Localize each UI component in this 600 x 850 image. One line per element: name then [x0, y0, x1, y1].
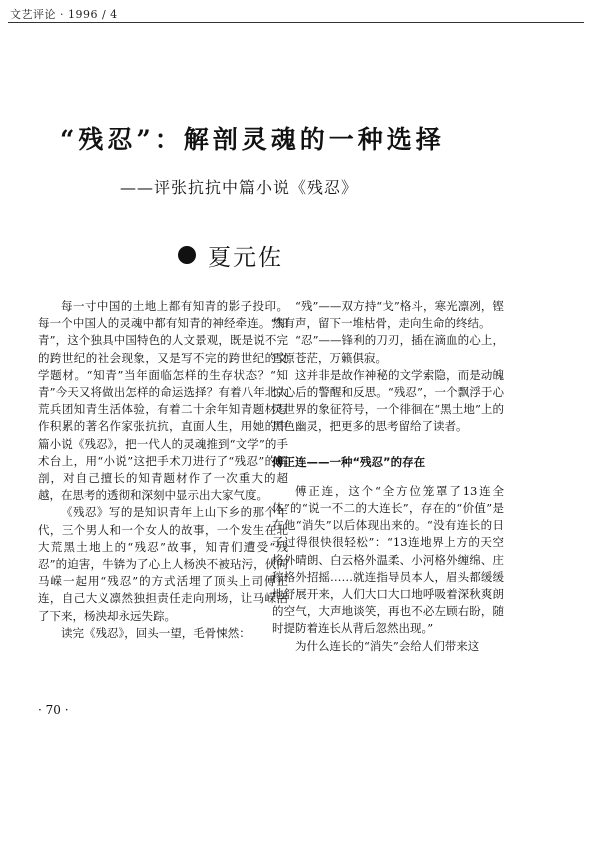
body-paragraph: 《残忍》写的是知识青年上山下乡的那个年代，三个男人和一个女人的故事，一个发生在北大荒黑土地上的“残忍”故事，知青们遭受“残忍”的迫害，牛锛为了心上人杨泱不被玷污，伙同马嵘一起用“残忍”的方式活埋了顶头上司傅正连，自己大义凛然独担责任走向刑场，让马嵘活了下来，杨泱却永远失踪。 — [38, 505, 288, 623]
article-subtitle: ——评张抗抗中篇小说《残忍》 — [120, 178, 359, 197]
header-rule — [8, 22, 584, 23]
left-column — [38, 298, 288, 642]
body-paragraph: 傅正连，这个“全方位笼罩了13连全体”的“说一不二的大连长”，存在的“价值”是在他“消失”以后体现出来的。“没有连长的日子过得很快很轻松”：“13连地界上方的天空格外晴朗、白云格外温柔、小河格外缠绵、庄稼格外招摇……就连指导员本人，眉头都缓缓地舒展开来，人们大口大口地呼吸着深秋爽朗的空气，大声地谈笑，再也不必左顾右盼，随时提防着连长从背后忽然出现。” — [272, 483, 504, 636]
author-byline — [178, 240, 283, 270]
article-title: “残忍”：解剖灵魂的一种选择 — [60, 125, 445, 154]
running-head: 文艺评论 · 1996 / 4 — [10, 8, 118, 21]
body-paragraph: “残”——双方持“戈”格斗，寒光凛冽，铿然有声，留下一堆枯骨，走向生命的终结。 — [272, 299, 504, 331]
body-paragraph: 这并非是故作神秘的文学索隐，而是动魄惊心后的警醒和反思。“残忍”，一个飘浮于心灵世界的象征符号，一个徘徊在“黑土地”上的黑色幽灵，把更多的思考留给了读者。 — [272, 367, 504, 434]
body-paragraph: 每一寸中国的土地上都有知青的影子投印。每一个中国人的灵魂中都有知青的神经牵连。“知青”，这个独具中国特色的人文景观，既是说不完的跨世纪的社会现象，又是写不完的跨世纪的文学题材。“知青”当年面临怎样的生存状态？“知青”今天又将做出怎样的命运选择？有着八年北大荒兵团知青生活体验，有着二十余年知青题材写作积累的著名作家张抗抗，直面人生，用她的中篇小说《残忍》，把一代人的灵魂推到“文学”的手术台上，用“小说”这把手术刀进行了“残忍”的解剖，对自己擅长的知青题材作了一次重大的超越，在思考的透彻和深刻中显示出大家气度。 — [38, 299, 288, 503]
body-paragraph: “忍”——锋利的刀刃，插在滴血的心上，雪原苍茫，万籁俱寂。 — [272, 333, 504, 365]
right-column — [272, 298, 504, 655]
body-paragraph: 为什么连长的“消失”会给人们带来这 — [295, 638, 480, 653]
bullet-dot-icon — [178, 246, 196, 264]
body-paragraph: 读完《残忍》，回头一望，毛骨悚然： — [61, 625, 251, 640]
author-name: 夏元佐 — [208, 244, 283, 271]
page-number: · 70 · — [38, 703, 69, 717]
section-heading: 傅正连——一种“残忍”的存在 — [272, 454, 426, 469]
